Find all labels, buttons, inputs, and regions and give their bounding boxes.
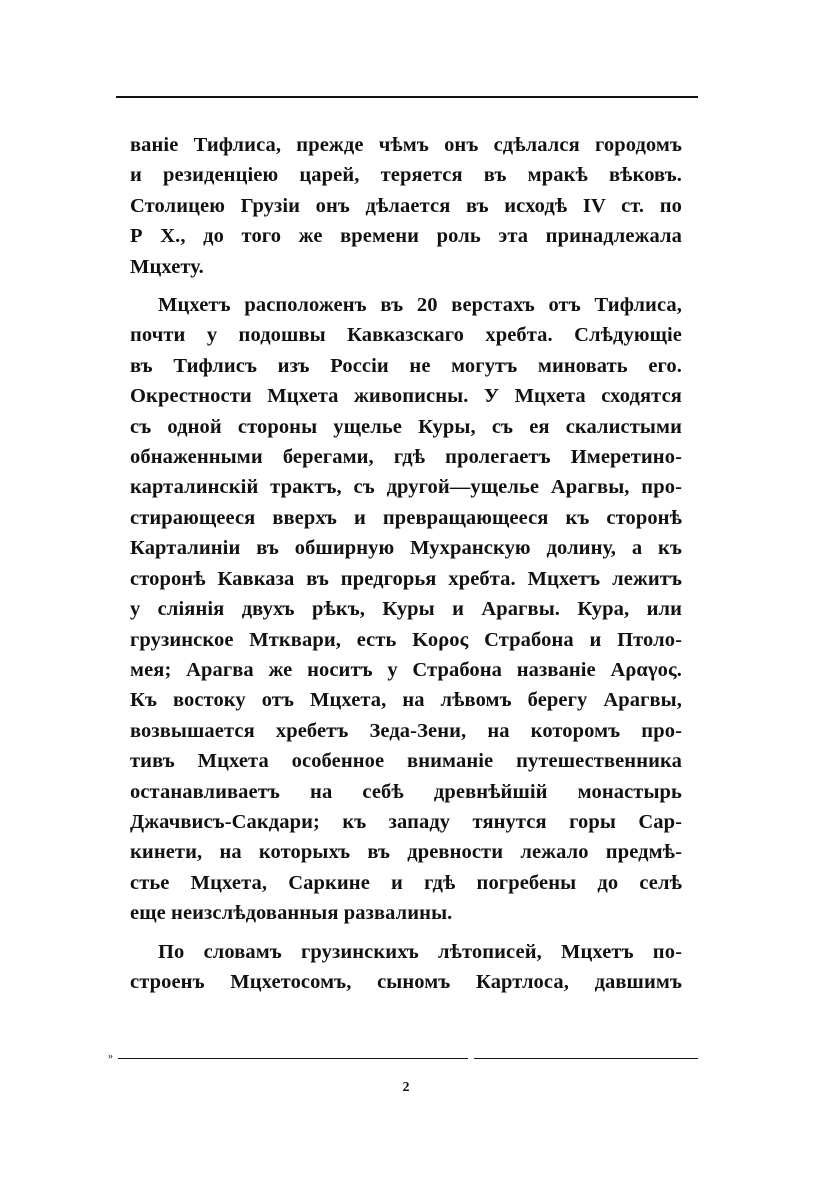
text-line: карталинскій трактъ, съ другой—ущелье Арагвы, про- bbox=[130, 476, 682, 499]
text-line: Карталиніи въ обширную Мухранскую долину, а къ bbox=[130, 537, 682, 560]
text-line: грузинское Мтквари, есть Κορος Страбона и Птоло- bbox=[130, 628, 682, 651]
text-line: Столицею Грузіи онъ дѣлается въ исходѣ IV ст. по bbox=[130, 194, 682, 217]
footer-rule bbox=[108, 1051, 698, 1066]
header-rule bbox=[116, 96, 698, 98]
text-line: и резиденціею царей, теряется въ мракѣ вѣковъ. bbox=[130, 164, 682, 187]
text-line: Мцхетъ расположенъ въ 20 верстахъ отъ Тифлиса, bbox=[158, 294, 682, 317]
page-number: 2 bbox=[402, 1080, 410, 1095]
footer-rule-right bbox=[474, 1058, 698, 1059]
text-line: съ одной стороны ущелье Куры, съ ея скалистыми bbox=[130, 415, 682, 438]
text-line: Мцхету. bbox=[130, 255, 204, 278]
text-line: мея; Арагва же носитъ у Страбона названіе Αραγος. bbox=[130, 658, 682, 681]
text-line: Р Х., до того же времени роль эта принадлежала bbox=[130, 225, 682, 248]
text-line: еще неизслѣдованныя развалины. bbox=[130, 902, 453, 925]
text-line: Окрестности Мцхета живописны. У Мцхета сходятся bbox=[130, 385, 682, 408]
text-line: Къ востоку отъ Мцхета, на лѣвомъ берегу Арагвы, bbox=[130, 689, 682, 712]
paragraph-2 bbox=[130, 290, 682, 929]
text-line: у слiянія двухъ рѣкъ, Куры и Арагвы. Кура, или bbox=[130, 598, 682, 621]
text-line: обнаженными берегами, гдѣ пролегаетъ Имеретино- bbox=[130, 446, 682, 469]
text-line: По словамъ грузинскихъ лѣтописей, Мцхетъ по- bbox=[158, 940, 682, 963]
footer-mark: » bbox=[108, 1051, 113, 1062]
footer-rule-left bbox=[118, 1058, 468, 1059]
text-line: возвышается хребетъ Зеда-Зени, на которомъ про- bbox=[130, 719, 682, 742]
text-line: почти у подошвы Кавказскаго хребта. Слѣдующіе bbox=[130, 324, 682, 347]
text-line: ваніе Тифлиса, прежде чѣмъ онъ сдѣлался городомъ bbox=[130, 134, 682, 156]
text-line: стье Мцхета, Саркине и гдѣ погребены до селѣ bbox=[130, 871, 682, 894]
text-line: строенъ Мцхетосомъ, сыномъ Картлоса, давшимъ bbox=[130, 970, 682, 993]
body-text bbox=[130, 130, 682, 997]
text-line: Джачвисъ-Сакдари; къ западу тянутся горы Сар- bbox=[130, 810, 682, 833]
text-line: стирающееся вверхъ и превращающееся къ сторонѣ bbox=[130, 506, 682, 529]
text-line: останавливаетъ на себѣ древнѣйшій монастырь bbox=[130, 780, 682, 803]
text-line: кинети, на которыхъ въ древности лежало предмѣ- bbox=[130, 841, 682, 864]
paragraph-1 bbox=[130, 130, 682, 282]
text-line: сторонѣ Кавказа въ предгорья хребта. Мцхетъ лежитъ bbox=[130, 567, 682, 590]
text-line: въ Тифлисъ изъ Россіи не могутъ миновать его. bbox=[130, 354, 682, 377]
text-line: тивъ Мцхета особенное вниманіе путешественника bbox=[130, 750, 682, 773]
paragraph-3 bbox=[130, 937, 682, 998]
